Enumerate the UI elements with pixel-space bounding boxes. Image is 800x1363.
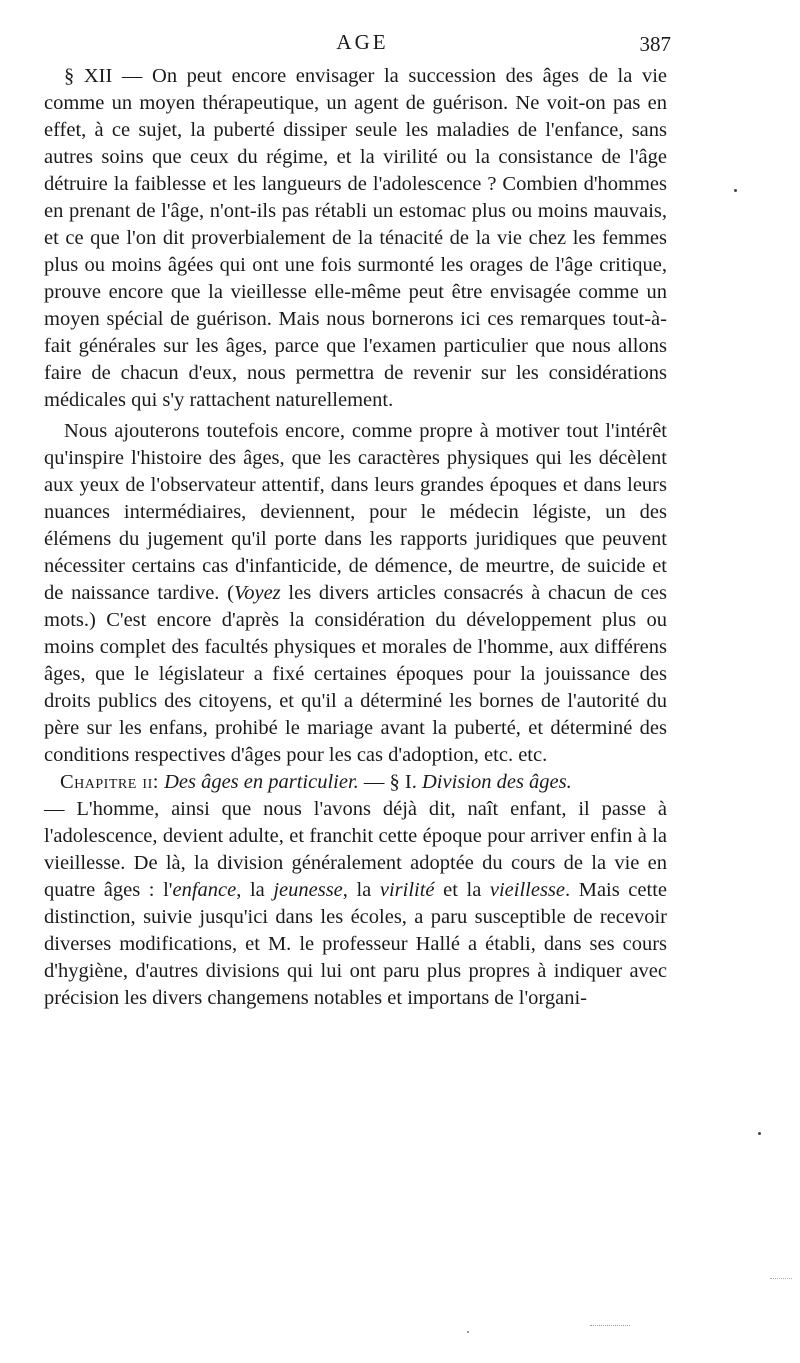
separator: , la (236, 879, 274, 901)
chapter-heading (44, 769, 667, 796)
paragraph-text: les divers articles consacrés à chacun de ces mots.) C'est encore d'après la considération du développement plus ou moins complet des facultés physiques et morales de l'homme, aux différens âges, que le législateur a fixé certaines époques pour la jouissance des droits publics des citoyens, et qu'il a déterminé les bornes de l'autorité du père sur les enfans, prohibé le mariage avant la puberté, et déterminé des conditions respectives d'âges pour les cas d'adoption, etc. etc. (44, 582, 667, 766)
chapter-title: Des âges en particulier. (158, 771, 359, 793)
term-vieillesse: vieillesse (489, 879, 566, 901)
paragraph-text: Nous ajouterons toutefois encore, comme propre à motiver tout l'intérêt qu'inspire l'histoire des âges, que les caractères physiques qui les décèlent aux yeux de l'observateur attentif, dans leurs grandes époques et dans leurs nuances intermédiaires, deviennent, pour le médecin légiste, un des élémens du jugement qu'il porte dans les rapports juridiques que peuvent nécessiter certains cas d'infanticide, de démence, de meurtre, de suicide et de naissance tardive. ( (44, 420, 667, 604)
running-head: AGE (336, 30, 389, 54)
paragraph-section-xii: § XII — On peut encore envisager la succession des âges de la vie comme un moyen thérapeutique, un agent de guérison. Ne voit-on pas en effet, à ce sujet, la puberté dissiper seule les maladies de l'enfance, sans autres soins que ceux du régime, et la virilité ou la consistance de l'âge détruire la faiblesse et les langueurs de l'adolescence ? Combien d'hommes en prenant de l'âge, n'ont-ils pas rétabli un estomac plus ou moins mauvais, et ce que l'on dit proverbialement de la ténacité de la vie chez les femmes plus ou moins âgées qui ont une fois surmonté les orages de l'âge critique, prouve encore que la vieillesse elle-même peut être envisagée comme un moyen spécial de guérison. Mais nous bornerons ici ces remarques tout-à-fait générales sur les âges, parce que l'examen particulier que nous allons faire de chacun d'eux, nous permettra de revenir sur les considérations médicales qui s'y rattachent naturellement. (44, 65, 667, 411)
paragraph-text: . Mais cette distinction, suivie jusqu'ici dans les écoles, a paru susceptible de recevoir diverses modifications, et M. le professeur Hallé a établi, dans ses cours d'hygiène, d'autres divisions qui lui ont paru plus propres à indiquer avec précision les divers changemens notables et importans de l'organi- (44, 879, 667, 1009)
stray-ink-mark (734, 189, 737, 192)
separator: et la (434, 879, 490, 901)
paragraph-text: — L'homme, ainsi que nous l'avons déjà dit, naît enfant, il passe à l'adolescence, devient adulte, et franchit cette époque pour arriver enfin à la vieillesse. De là, la division généralement adoptée du cours de la vie en quatre âges : l' (44, 798, 667, 901)
section-number: — § I. (358, 771, 422, 793)
stray-ink-mark (758, 1132, 761, 1135)
voyez-reference: Voyez (233, 582, 281, 604)
term-jeunesse: jeunesse (273, 879, 343, 901)
body-text (44, 63, 667, 1012)
term-enfance: enfance (172, 879, 237, 901)
section-title: Division des âges. (422, 771, 572, 793)
chapter-label: Chapitre ii: (60, 771, 159, 793)
separator: , la (342, 879, 380, 901)
term-virilite: virilité (379, 879, 435, 901)
paragraph-medico-legal (44, 418, 667, 769)
page-header (60, 30, 671, 62)
footer-rule (590, 1325, 630, 1326)
scan-artifact (467, 1331, 469, 1333)
paragraph-division-des-ages (44, 796, 667, 1012)
page-number: 387 (639, 32, 671, 56)
scan-artifact (770, 1278, 792, 1279)
